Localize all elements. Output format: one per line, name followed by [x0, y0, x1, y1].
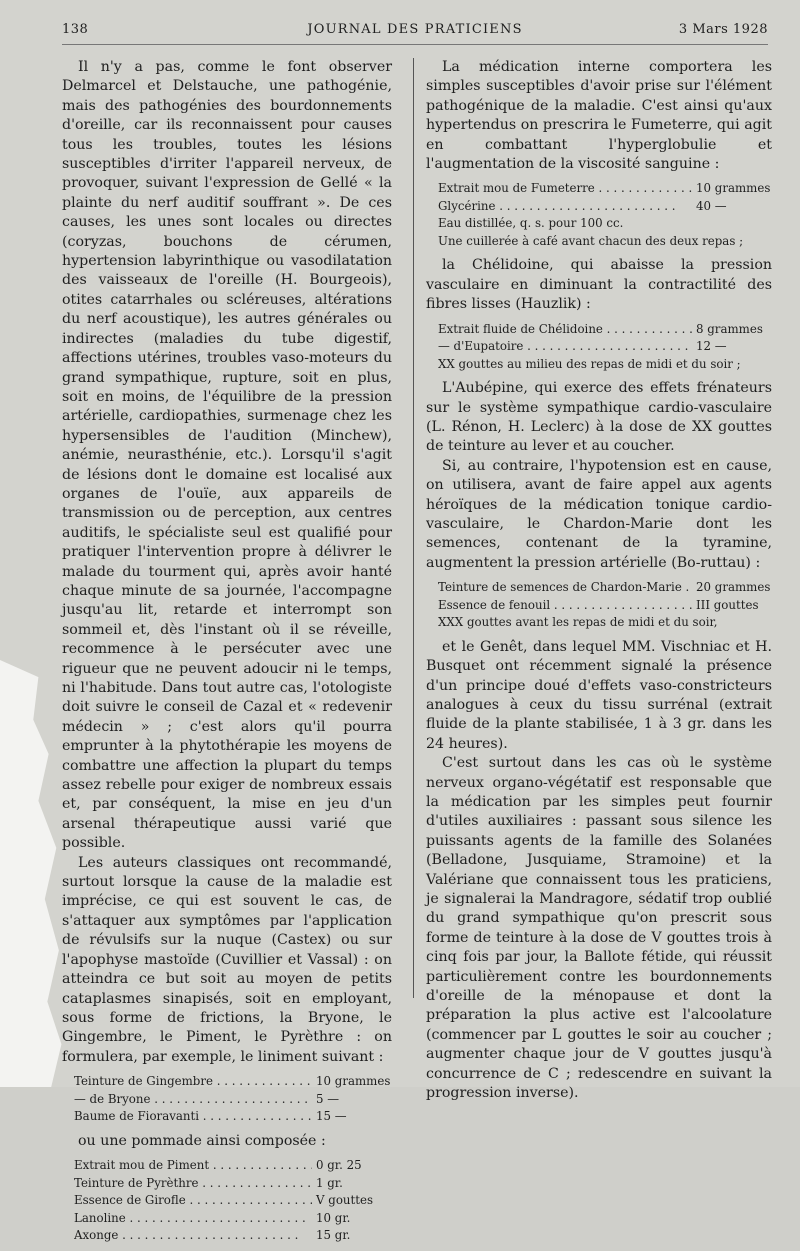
ingredient: Teinture de Pyrèthre . . . — [74, 1175, 312, 1193]
recipe-line — [438, 321, 772, 339]
recipe-pommade — [74, 1157, 392, 1245]
paragraph: La médication interne comportera les simples susceptibles d'avoir prise sur l'élément pathogénique de la maladie. C'est ainsi qu'aux hypertendus on prescrira le Fumeterre, qui agit en combattant l'hyperglobulie et l'augmentation de la viscosité sanguine : — [426, 59, 772, 173]
page-number: 138 — [62, 22, 89, 37]
ingredient: Essence de fenouil . . . — [438, 597, 692, 615]
recipe-line — [438, 198, 772, 216]
ingredient: — de Bryone . . . — [74, 1091, 312, 1109]
paragraph: L'Aubépine, qui exerce des effets frénateurs sur le système sympathique cardio-vasculaire (L. Rénon, H. Leclerc) à la dose de XX gouttes de teinture au lever et au coucher. — [426, 380, 772, 455]
recipe-dosage: Une cuillerée à café avant chacun des deux repas ; — [438, 233, 744, 248]
paragraph: et le Genêt, dans lequel MM. Vischniac et H. Busquet ont récemment signalé la présence d'un principe doué d'effets vaso-constricteurs analogues à ceux du tissu surrénal (extrait fluide de la plante stabilisée, 1 à 3 gr. dans les 24 heures). — [426, 638, 772, 752]
quantity: V gouttes — [316, 1193, 374, 1208]
right-column — [426, 58, 772, 1103]
recipe-line — [438, 338, 772, 356]
column-divider — [413, 58, 414, 998]
quantity: 8 grammes — [696, 321, 763, 336]
ingredient: Teinture de semences de Chardon-Marie . . . — [438, 579, 692, 597]
recipe-line — [438, 597, 772, 615]
ingredient: Teinture de Gingembre . . . — [74, 1073, 312, 1091]
ingredient: Glycérine . . . — [438, 198, 692, 216]
recipe-chelidoine — [438, 321, 772, 374]
ingredient: Baume de Fioravanti . . . — [74, 1108, 312, 1126]
quantity: 1 gr. — [316, 1175, 343, 1190]
recipe-line — [438, 579, 772, 597]
recipe-line — [74, 1091, 392, 1109]
paragraph: Les auteurs classiques ont recommandé, surtout lorsque la cause de la maladie est imprécise, ce qui est souvent le cas, de s'attaquer aux symptômes par l'application de révulsifs sur la nuque (Castex) ou sur l'apophyse mastoïde (Cuvillier et Vassal) : on atteindra ce but soit au moyen de petits cataplasmes sinapisés, soit en employant, sous forme de frictions, la Bryone, le Gingembre, le Piment, le Pyrèthre : on formulera, par exemple, le liniment suivant : — [62, 854, 392, 1065]
quantity: 10 grammes — [696, 181, 771, 196]
recipe-liniment — [74, 1073, 392, 1126]
quantity: III gouttes — [696, 597, 759, 612]
issue-date: 3 Mars 1928 — [678, 22, 768, 37]
recipe-line — [74, 1192, 392, 1210]
quantity: 40 — — [696, 198, 727, 213]
paragraph: C'est surtout dans les cas où le système nerveux organo-végétatif est responsable que la médication par les simples peut fournir d'utiles auxiliaires : passant sous silence les puissants agents de la famille des Solanées (Belladone, Jusquiame, Stramoine) et la Valériane que connaissent tous les praticiens, je signalerai la Mandragore, sédatif trop oublié du grand sympathique qu'on prescrit sous forme de teinture à la dose de V gouttes trois à cinq fois par jour, la Ballote fétide, qui réussit particulièrement contre les bourdonnements d'oreille de la ménopause et dont la préparation la plus active est l'alcoolature (commencer par L gouttes le soir au coucher ; augmenter chaque jour de V gouttes jusqu'à concurrence de C ; redescendre en suivant la progression inverse). — [426, 755, 772, 1102]
page-header — [62, 18, 768, 42]
header-rule — [62, 44, 768, 45]
recipe-fumeterre — [438, 180, 772, 250]
quantity: 5 — — [316, 1091, 340, 1106]
quantity: 10 gr. — [316, 1210, 351, 1225]
quantity: 20 grammes — [696, 580, 771, 595]
ingredient: Extrait mou de Piment . . . — [74, 1157, 312, 1175]
recipe-line — [74, 1157, 392, 1175]
ingredient: Essence de Girofle . . . — [74, 1192, 312, 1210]
paragraph: la Chélidoine, qui abaisse la pression vasculaire en diminuant la contractilité des fibres lisses (Hauzlik) : — [426, 257, 772, 313]
ingredient: Axonge . . . — [74, 1227, 312, 1245]
recipe-dosage: XXX gouttes avant les repas de midi et du soir, — [438, 615, 718, 630]
quantity: 10 grammes — [316, 1074, 391, 1089]
left-column — [62, 58, 392, 1251]
quantity: 15 gr. — [316, 1228, 351, 1243]
quantity: 15 — — [316, 1109, 347, 1124]
quantity: 12 — — [696, 339, 727, 354]
recipe-line — [74, 1227, 392, 1245]
quantity: 0 gr. 25 — [316, 1158, 362, 1173]
torn-page-edge — [0, 660, 64, 1087]
recipe-line — [74, 1210, 392, 1228]
ingredient: Extrait mou de Fumeterre . . . — [438, 180, 692, 198]
recipe-note: Eau distillée, q. s. pour 100 cc. — [438, 216, 624, 231]
ingredient: Extrait fluide de Chélidoine . . . — [438, 321, 692, 339]
recipe-line — [74, 1108, 392, 1126]
ingredient: Lanoline . . . — [74, 1210, 312, 1228]
paragraph: Si, au contraire, l'hypotension est en cause, on utilisera, avant de faire appel aux agents héroïques de la médication tonique cardio-vasculaire, le Chardon-Marie dont les semences, contenant de la tyramine, augmentent la pression artérielle (Bo-ruttau) : — [426, 457, 772, 571]
recipe-dosage: XX gouttes au milieu des repas de midi et du soir ; — [438, 356, 741, 371]
recipe-line — [74, 1175, 392, 1193]
journal-title: JOURNAL DES PRATICIENS — [307, 22, 523, 37]
recipe-chardon — [438, 579, 772, 632]
paragraph: ou une pommade ainsi composée : — [78, 1132, 326, 1149]
paragraph: Il n'y a pas, comme le font observer Delmarcel et Delstauche, une pathogénie, mais des pathogénies des bourdonnements d'oreille, car ils reconnaissent pour causes tous les troubles, toutes les lésions susceptibles d'irriter l'appareil nerveux, de provoquer, suivant l'expression de Gellé « la plainte du nerf auditif souffrant ». De ces causes, les unes sont locales ou directes (coryzas, bouchons de cérumen, hypertension labyrinthique ou vasodilatation des vaisseaux de l'oreille (H. Bourgeois), otites catarrhales ou scléreuses, altérations du nerf acoustique), les autres générales ou indirectes (maladies du tube digestif, affections utérines, troubles vaso-moteurs du grand sympathique, rupture, soit en plus, soit en moins, de l'équilibre de la pression artérielle, cardiopathies, surmenage chez les hypersensibles de l'audition (Minchew), anémie, neurasthénie, etc.). Lorsqu'il s'agit de lésions dont le domaine est localisé aux organes de l'ouïe, aux appareils de transmission ou de perception, aux centres auditifs, le spécialiste seul est qualifié pour pratiquer l'intervention propre à délivrer le malade du tourment qui, après avoir hanté chaque minute de sa journée, l'accompagne jusqu'au lit, retarde et interrompt son sommeil et, dès l'instant où il se réveille, recommence à le persécuter avec une rigueur que ne peuvent adoucir ni le temps, ni l'habitude. Dans tout autre cas, l'otologiste doit suivre le conseil de Cazal et « redevenir médecin » ; c'est alors qu'il pourra emprunter à la phytothérapie les moyens de combattre une affection la plupart du temps assez rebelle pour exiger de nombreux essais et, par conséquent, la mise en jeu d'un arsenal thérapeutique aussi varié que possible. — [62, 59, 392, 852]
ingredient: — d'Eupatoire . . . — [438, 338, 692, 356]
recipe-line — [74, 1073, 392, 1091]
recipe-line — [438, 180, 772, 198]
